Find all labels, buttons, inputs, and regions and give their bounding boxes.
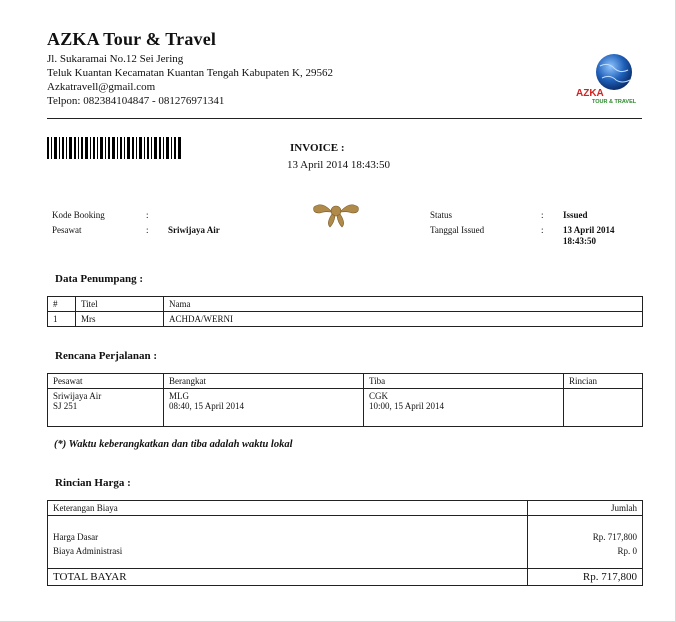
itinerary-header-pesawat: Pesawat xyxy=(48,374,164,389)
pricing-item-amount: Rp. 717,800 xyxy=(592,532,637,542)
invoice-title: INVOICE : xyxy=(290,142,345,154)
passengers-header-nama: Nama xyxy=(164,297,643,312)
itinerary-airline: Sriwijaya Air xyxy=(53,391,102,401)
company-email: Azkatravell@gmail.com xyxy=(47,81,156,93)
company-logo xyxy=(572,52,642,110)
pesawat-value: Sriwijaya Air xyxy=(168,225,220,235)
itinerary-note: (*) Waktu keberangkatkan dan tiba adalah waktu lokal xyxy=(54,439,293,450)
company-address-line1: Jl. Sukaramai No.12 Sei Jering xyxy=(47,53,184,65)
header-divider xyxy=(47,118,642,119)
ornament-icon xyxy=(310,199,362,229)
pricing-header-keterangan: Keterangan Biaya xyxy=(48,501,528,516)
status-value: Issued xyxy=(563,210,588,220)
pricing-item-amount: Rp. 0 xyxy=(617,546,637,556)
company-address-line2: Teluk Kuantan Kecamatan Kuantan Tengah Kabupaten K, 29562 xyxy=(47,67,333,79)
barcode xyxy=(47,137,181,159)
pricing-table xyxy=(47,500,643,586)
globe-icon xyxy=(596,54,632,90)
itinerary-rincian xyxy=(564,389,643,427)
pricing-total-label: TOTAL BAYAR xyxy=(48,569,528,586)
itinerary-section-title: Rencana Perjalanan : xyxy=(55,350,158,362)
itinerary-airline-cell xyxy=(48,389,164,427)
itinerary-header-berangkat: Berangkat xyxy=(164,374,364,389)
passengers-header-no: # xyxy=(48,297,76,312)
passengers-header-row xyxy=(48,297,643,312)
pricing-section-title: Rincian Harga : xyxy=(55,477,131,489)
itinerary-header-row xyxy=(48,374,643,389)
itinerary-flight-number: SJ 251 xyxy=(53,401,78,411)
itinerary-arrival-code: CGK xyxy=(369,391,389,401)
status-label: Status xyxy=(430,210,453,220)
itinerary-table xyxy=(47,373,643,427)
logo-text-sub: TOUR & TRAVEL xyxy=(592,99,637,105)
itinerary-departure-time: 08:40, 15 April 2014 xyxy=(169,401,245,411)
logo-text-main: AZKA xyxy=(576,88,604,99)
kode-booking-colon: : xyxy=(146,210,149,220)
itinerary-arrival-cell xyxy=(364,389,564,427)
itinerary-departure-code: MLG xyxy=(169,391,189,401)
status-colon: : xyxy=(541,210,544,220)
table-row xyxy=(48,516,643,569)
pricing-items-amounts xyxy=(528,516,643,569)
passengers-header-titel: Titel xyxy=(76,297,164,312)
table-row xyxy=(48,389,643,427)
passengers-section-title: Data Penumpang : xyxy=(55,273,144,285)
itinerary-header-rincian: Rincian xyxy=(564,374,643,389)
pricing-header-jumlah: Jumlah xyxy=(528,501,643,516)
passenger-titel: Mrs xyxy=(76,312,164,327)
pricing-item-label: Biaya Administrasi xyxy=(53,546,123,556)
passenger-no: 1 xyxy=(48,312,76,327)
pesawat-colon: : xyxy=(146,225,149,235)
invoice-datetime: 13 April 2014 18:43:50 xyxy=(287,159,390,171)
table-row xyxy=(48,312,643,327)
tanggal-issued-label: Tanggal Issued xyxy=(430,225,485,235)
pricing-items-labels xyxy=(48,516,528,569)
tanggal-issued-value-time: 18:43:50 xyxy=(563,236,596,246)
pesawat-label: Pesawat xyxy=(52,225,82,235)
tanggal-issued-value-date: 13 April 2014 xyxy=(563,225,615,235)
pricing-total-amount: Rp. 717,800 xyxy=(528,569,643,586)
itinerary-departure-cell xyxy=(164,389,364,427)
itinerary-arrival-time: 10:00, 15 April 2014 xyxy=(369,401,445,411)
pricing-header-row xyxy=(48,501,643,516)
passenger-nama: ACHDA/WERNI xyxy=(164,312,643,327)
company-name: AZKA Tour & Travel xyxy=(47,29,217,49)
itinerary-header-tiba: Tiba xyxy=(364,374,564,389)
kode-booking-label: Kode Booking xyxy=(52,210,105,220)
pricing-total-row xyxy=(48,569,643,586)
pricing-item-label: Harga Dasar xyxy=(53,532,99,542)
passengers-table xyxy=(47,296,643,327)
company-phone: Telpon: 082384104847 - 081276971341 xyxy=(47,95,225,107)
tanggal-issued-colon: : xyxy=(541,225,544,235)
